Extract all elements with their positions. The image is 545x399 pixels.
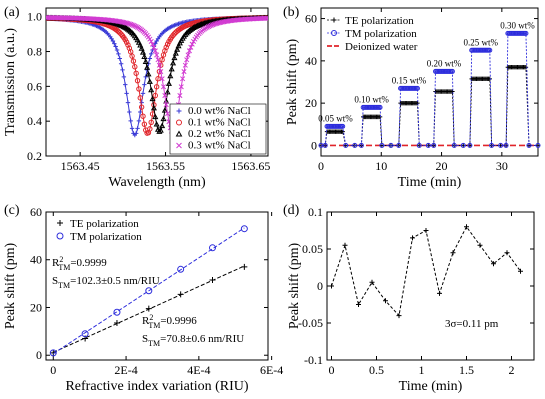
y-tick-label: 0 [311,138,317,153]
legend-marker [57,220,63,226]
data-point [126,100,130,104]
data-point [144,75,148,79]
x-axis-label: Refractive index variation (RIU) [65,379,249,394]
panel-label-a: (a) [4,5,20,20]
legend-label: 0.0 wt% NaCl [188,105,251,117]
fit-slope-label: $S_{TM}=102.3\pm 0.5$ nm/RIU [52,275,160,290]
legend-label: TE polarization [345,15,414,27]
x-axis-label: Time (min) [398,379,463,394]
x-axis-label: Wavelength (nm) [108,175,206,190]
series-line [332,227,521,316]
step-label: 0.05 wt% [318,113,353,124]
legend-marker [57,233,63,239]
step-label: 0.15 wt% [391,75,427,86]
x-tick-label: 10 [375,159,388,173]
data-point [129,119,133,123]
y-tick-label: -0.05 [298,316,323,330]
x-tick-label: 0.5 [369,363,384,377]
data-point [478,243,483,248]
data-point [241,226,247,232]
x-tick-label: 1563.45 [60,159,100,173]
data-point [114,320,120,326]
data-point [329,284,334,289]
data-point [149,52,153,56]
legend-label: Deionized water [345,41,418,53]
x-tick-label: 6E-4 [259,363,284,377]
x-tick-label: 1563.65 [231,159,271,173]
y-tick-label: 0.2 [27,149,42,163]
x-tick-label: 2E-4 [114,363,138,377]
data-point [356,302,361,307]
data-point [451,250,456,255]
legend-label: 0.1 wt% NaCl [188,116,251,129]
panel-label-b: (b) [283,5,300,20]
sigma-annotation: 3σ=0.11 pm [445,318,499,330]
x-tick-label: 0 [318,159,324,173]
y-tick-label: 1.0 [27,9,42,24]
x-tick-label: 1 [418,363,425,377]
panel-label-c: (c) [4,203,20,218]
data-point [118,56,122,60]
y-tick-label: 20 [305,96,317,111]
data-point [124,91,128,95]
step-label: 0.20 wt% [426,58,462,69]
x-tick-label: 2 [508,363,515,377]
y-tick-label: 0.6 [27,79,42,94]
data-point [120,68,124,72]
y-tick-label: -0.1 [304,353,323,367]
y-axis-label: Peak shift (pm) [3,242,18,330]
x-tick-label: 30 [495,159,508,173]
y-tick-label: 20 [30,300,42,315]
step-label: 0.25 wt% [463,37,498,48]
data-point [343,243,348,248]
chart-a [3,8,270,190]
data-point [146,306,152,312]
data-point [241,264,247,270]
y-tick-label: 0.4 [27,114,42,129]
fit-r2-label: $R^2$ TM=0.9999 [52,255,107,272]
data-point [123,82,127,86]
step-label: 0.10 wt% [354,94,389,105]
plot-frame [327,212,534,360]
x-tick-label: 1.5 [459,363,474,377]
legend-label: 0.2 wt% NaCl [188,128,251,140]
y-tick-label: 0.8 [27,44,42,59]
y-tick-label: 60 [305,11,317,26]
chart-d [287,205,534,394]
y-axis-label: Transmission (a.u.) [3,28,18,136]
data-point [410,235,415,240]
data-point [122,75,126,79]
panel-label-d: (d) [283,203,300,218]
legend [325,14,423,56]
legend-label: TM polarization [70,231,142,243]
data-point [137,119,141,123]
fit-r2-label: $R^2$ TM=0.9996 [142,313,197,330]
y-tick-label: 0 [317,279,323,293]
legend-label: TE polarization [70,218,139,230]
data-point [437,291,442,296]
x-tick-label: 1563.55 [146,159,186,173]
data-point [148,56,152,60]
data-point [142,82,146,86]
x-axis-label: Time (min) [397,175,462,190]
data-point [505,250,510,255]
data-point [116,52,120,56]
x-tick-label: 0 [328,363,335,377]
y-tick-label: 0 [36,348,42,363]
series-line [321,67,538,145]
data-point [127,110,131,114]
data-point [135,126,139,130]
data-point [178,291,184,297]
y-tick-label: 40 [305,53,317,68]
x-tick-label: 0 [50,363,57,377]
step-label: 0.30 wt% [500,20,535,31]
x-tick-label: 4E-4 [187,363,211,377]
data-point [210,277,216,283]
y-tick-label: 40 [30,252,42,267]
legend-label: 0.3 wt% NaCl [188,139,251,152]
y-axis-label: Peak shift (pm) [287,242,302,330]
data-point [130,126,134,130]
legend [57,218,142,243]
y-tick-label: 0.05 [302,242,323,256]
y-axis-label: Peak shift (pm) [285,38,300,126]
fit-slope-label: $S_{TM}=70.8\pm 0.6$ nm/RIU [142,333,245,348]
chart-c [3,205,283,394]
y-tick-label: 0.1 [308,205,323,219]
chart-b [285,8,540,190]
data-point [119,62,123,66]
legend [170,104,266,154]
y-tick-label: 60 [30,205,42,219]
x-tick-label: 20 [435,159,448,173]
data-point [424,228,429,233]
legend-label: TM polarization [345,28,417,40]
data-point [141,91,145,95]
